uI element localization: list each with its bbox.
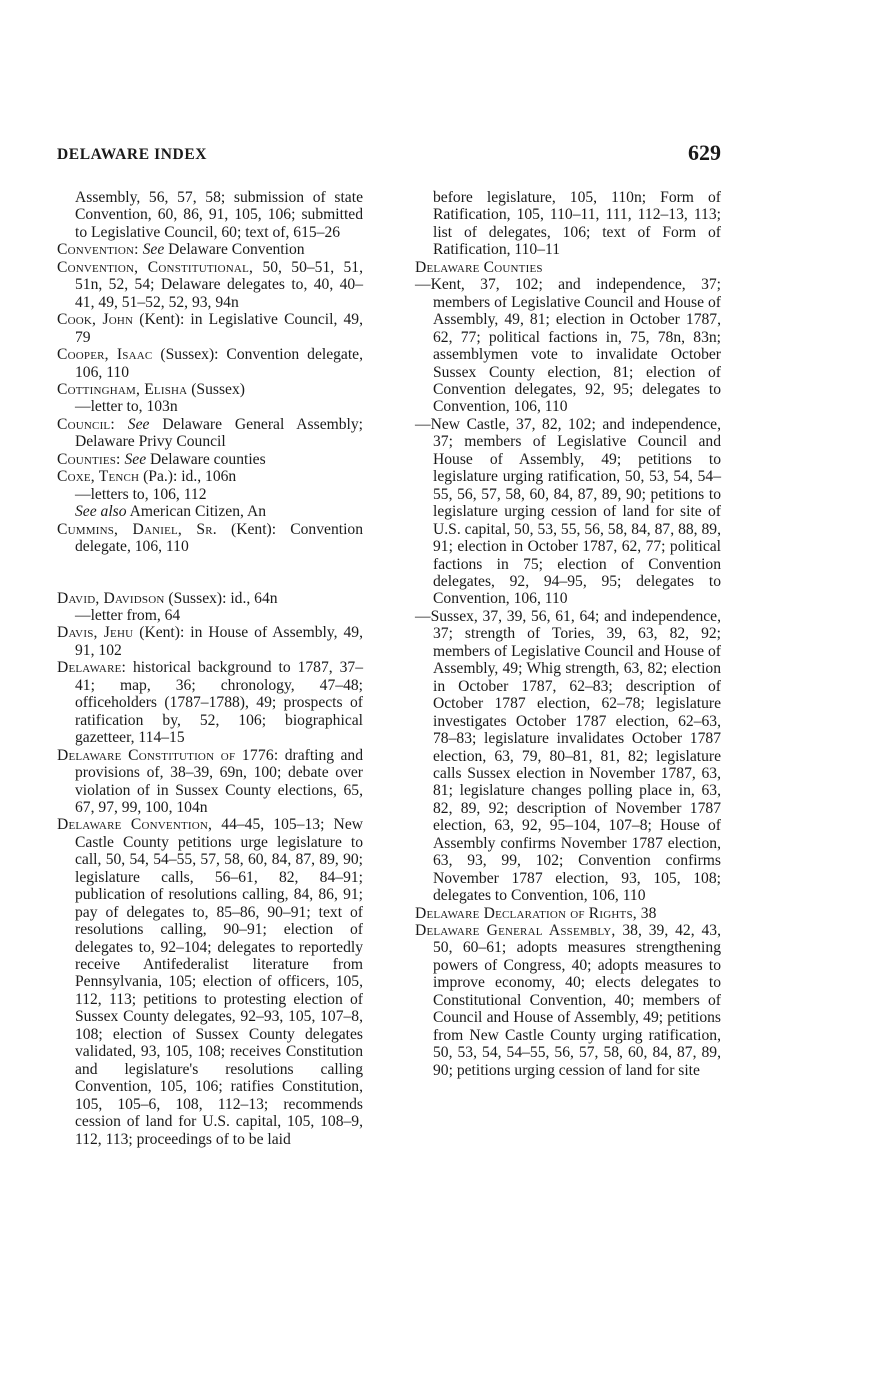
- index-text: Delaware counties: [150, 450, 266, 468]
- index-headword: Counties:: [57, 450, 121, 468]
- index-text: 44–45, 105–13; New Castle County petitions urge legislature to call, 50, 54, 54–55, 57, 58, 60, 84, 87, 89, 90; legislature calls, 56–61, 82, 84–91; publication of resolutions calling, 84, 86, 91; pay of delegates to, 85–86, 90–91; text of resolutions calling, 90–91; election of delegates to, 92–104; delegates to reportedly receive Antifederalist literature from Pennsylvania, 105; election of officers, 105, 112, 113; petitions to protesting election of Sussex County delegates, 92–93, 105, 107–8, 108; election of Sussex County delegates validated, 93, 105, 108; receives Constitution and legislature's resolutions calling Convention, 105, 106; ratifies Constitution, 105, 105–6, 108, 112–13; recommends cession of land for U.S. capital, 105, 108–9, 112, 113; proceedings of to be laid: [75, 816, 363, 1148]
- index-entry: [415, 905, 721, 922]
- index-text: —New Castle, 37, 82, 102; and independence, 37; members of Legislative Council and House of Assembly, 49; petitions to legislature urging ratification, 50, 53, 54, 54–55, 56, 57, 58, 60, 84, 87, 89, 90; petitions to legislature urging cession of land for site of U.S. capital, 50, 53, 55, 56, 58, 84, 87, 88, 89, 91; election in October 1787, 62, 77; political factions in 75; election of Convention delegates, 92, 94–95, 95; delegates to Convention, 106, 110: [415, 415, 721, 608]
- index-entry: [57, 381, 363, 398]
- index-entry: [57, 346, 363, 381]
- index-entry: [57, 486, 363, 503]
- index-entry: [57, 503, 363, 520]
- index-text: —letter to, 103n: [75, 398, 178, 416]
- index-text: 38: [640, 904, 657, 922]
- index-headword: Delaware General Assembly,: [415, 922, 616, 940]
- index-entry: [57, 590, 363, 607]
- index-text: 38, 39, 42, 43, 50, 60–61; adopts measures strengthening powers of Congress, 40; adopts measures to improve economy, 40; elects delegates to Constitutional Convention, 40; members of Council and House of Assembly, 49; petitions from New Castle County urging ratification, 50, 53, 54, 54–55, 56, 57, 58, 60, 84, 87, 89, 90; petitions urging cession of land for site: [433, 922, 722, 1079]
- index-entry: [415, 189, 721, 259]
- index-text: (Sussex): [191, 380, 245, 398]
- index-text: (Pa.): id., 106n: [143, 468, 237, 486]
- index-entry: [415, 276, 721, 416]
- index-headword: Delaware:: [57, 659, 127, 677]
- index-headword: Delaware Counties: [415, 258, 543, 276]
- index-headword: Cook, John: [57, 311, 134, 329]
- index-entry: [57, 398, 363, 415]
- index-text: 50, 50–51, 51, 51n, 52, 54; Delaware delegates to, 40, 40–41, 49, 51–52, 52, 93, 94n: [75, 258, 363, 311]
- index-headword: Convention:: [57, 241, 139, 259]
- index-entry: [57, 747, 363, 817]
- index-entry: [57, 521, 363, 556]
- see-reference: See: [124, 450, 147, 468]
- index-text: —letter from, 64: [75, 606, 181, 624]
- index-headword: Cottingham, Elisha: [57, 380, 188, 398]
- index-text: Delaware Convention: [168, 241, 305, 259]
- index-headword: Delaware Declaration of Rights,: [415, 904, 637, 922]
- index-text: (Kent): in House of Assembly, 49, 91, 102: [75, 624, 363, 659]
- index-entry: [57, 241, 363, 258]
- index-text: Delaware General Assembly; Delaware Privy Council: [75, 415, 363, 451]
- index-headword: Coxe, Tench: [57, 468, 140, 486]
- index-entry: [57, 416, 363, 451]
- index-entry: [415, 922, 721, 1079]
- index-entry: [415, 608, 721, 905]
- index-entry: [57, 624, 363, 659]
- index-headword: Davis, Jehu: [57, 624, 134, 642]
- index-text: American Citizen, An: [129, 503, 267, 521]
- index-text: —letters to, 106, 112: [75, 485, 207, 503]
- index-text: Assembly, 56, 57, 58; submission of state Convention, 60, 86, 91, 105, 106; submitted to Legislative Council, 60; text of, 615–26: [75, 189, 363, 241]
- index-entry: [57, 189, 363, 241]
- index-text: (Kent): Convention delegate, 106, 110: [75, 520, 363, 556]
- index-text: —Sussex, 37, 39, 56, 61, 64; and independence, 37; strength of Tories, 39, 63, 82, 92; members of Legislative Council and House of Assembly, 49; Whig strength, 63, 82; election in October 1787, 62–83; description of October 1787 election, 62–78; legislature investigates October 1787 election, 62–63, 78–83; legislature invalidates October 1787 election, 63, 79, 80–81, 81, 82; legislature calls Sussex election in November 1787, 63, 81; legislature changes polling place in, 63, 82, 89, 92; description of November 1787 election, 63, 92, 95–104, 107–8; House of Assembly confirms November 1787 election, 63, 93, 99, 102; Convention confirms November 1787 election, 93, 105, 108; delegates to Convention, 106, 110: [415, 607, 721, 905]
- see-reference: See also: [75, 503, 127, 521]
- index-entry: [57, 311, 363, 346]
- index-text: historical background to 1787, 37–41; map, 36; chronology, 47–48; officeholders (1787–1788), 49; prospects of ratification by, 52, 106; biographical gazetteer, 114–15: [75, 659, 363, 747]
- index-headword: Delaware Constitution of 1776:: [57, 746, 279, 764]
- running-head: DELAWARE INDEX: [57, 146, 208, 163]
- index-text: before legislature, 105, 110n; Form of Ratification, 105, 110–11, 111, 112–13, 113; list of delegates, 106; text of Form of Ratification, 110–11: [433, 189, 721, 259]
- page-number: 629: [688, 140, 721, 165]
- index-text: (Kent): in Legislative Council, 49, 79: [75, 311, 363, 346]
- index-text: (Sussex): id., 64n: [168, 589, 278, 607]
- index-entry: [57, 607, 363, 624]
- index-entry: [57, 816, 363, 1148]
- index-entry: [415, 416, 721, 608]
- see-reference: See: [127, 415, 150, 433]
- index-headword: Cummins, Daniel, Sr.: [57, 520, 217, 538]
- index-entry: [415, 259, 721, 276]
- index-text: drafting and provisions of, 38–39, 69n, 100; debate over violation of in Sussex County elections, 65, 67, 97, 99, 100, 104n: [75, 746, 363, 816]
- index-entry: [57, 659, 363, 746]
- index-text: (Sussex): Convention delegate, 106, 110: [75, 346, 363, 381]
- index-headword: Convention, Constitutional,: [57, 258, 254, 276]
- index-headword: Cooper, Isaac: [57, 346, 153, 364]
- index-headword: Council:: [57, 415, 115, 433]
- index-headword: Delaware Convention,: [57, 816, 213, 834]
- index-text: —Kent, 37, 102; and independence, 37; members of Legislative Council and House of Assembly, 49, 81; election in October 1787, 62, 77; political factions in, 75, 78n, 83n; assemblymen vote to invalidate October Sussex County election, 81; election of Convention delegates, 92, 95; delegates to Convention, 106, 110: [415, 276, 721, 416]
- index-entry: [57, 468, 363, 485]
- see-reference: See: [142, 241, 165, 259]
- index-headword: David, Davidson: [57, 589, 165, 607]
- index-column-right: [415, 189, 721, 1079]
- index-entry: [57, 259, 363, 311]
- index-column-left: [57, 189, 363, 1148]
- index-entry: [57, 451, 363, 468]
